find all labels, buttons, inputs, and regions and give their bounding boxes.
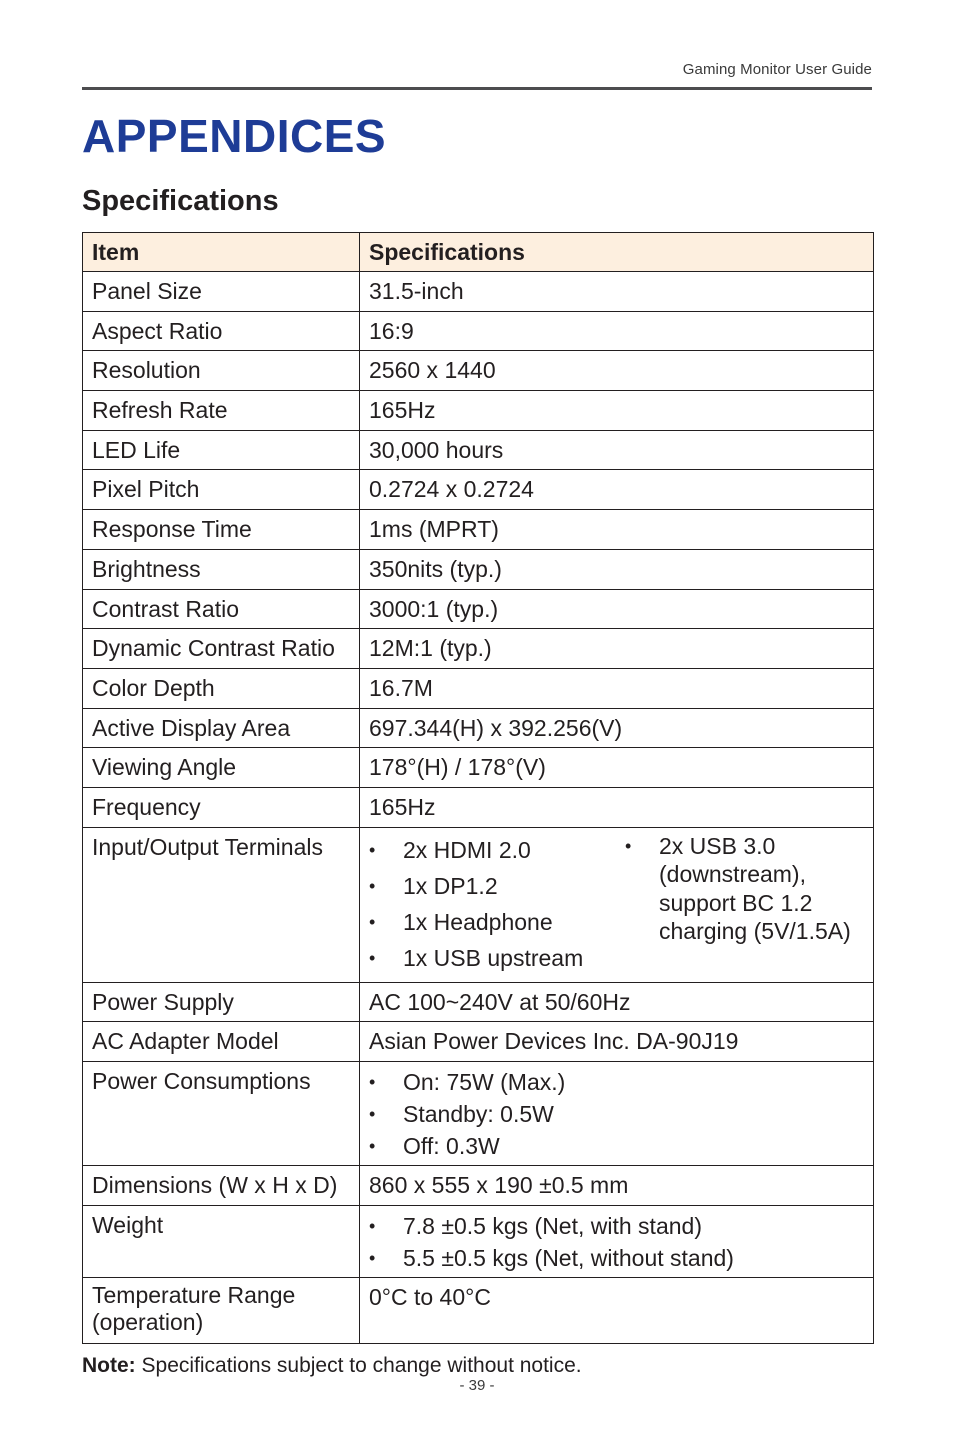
- list-item: • 1x USB upstream: [369, 940, 625, 976]
- list-item: • Standby: 0.5W: [369, 1098, 864, 1130]
- spec-cell: 178°(H) / 178°(V): [360, 748, 874, 788]
- list-item: • 1x DP1.2: [369, 868, 625, 904]
- table-row: [83, 629, 874, 669]
- item-cell: Brightness: [83, 549, 360, 589]
- weight-list: [369, 1210, 864, 1274]
- table-row: [83, 391, 874, 431]
- spec-cell: 12M:1 (typ.): [360, 629, 874, 669]
- header-rule: [82, 87, 872, 90]
- table-row-io-terminals: [83, 827, 874, 982]
- io-terminal-lists: [369, 832, 864, 976]
- page-number: - 39 -: [459, 1377, 495, 1394]
- table-row: [83, 787, 874, 827]
- table-row: [83, 708, 874, 748]
- table-row: [83, 1166, 874, 1206]
- spec-cell: 1ms (MPRT): [360, 510, 874, 550]
- item-cell: Pixel Pitch: [83, 470, 360, 510]
- page-title: APPENDICES: [82, 110, 387, 162]
- table-row: [83, 668, 874, 708]
- table-row: [83, 1022, 874, 1062]
- spec-cell: 165Hz: [360, 787, 874, 827]
- spec-cell: 2560 x 1440: [360, 351, 874, 391]
- note-label: Note:: [82, 1354, 136, 1377]
- spec-cell: 350nits (typ.): [360, 549, 874, 589]
- table-row: [83, 311, 874, 351]
- table-row-temperature: [83, 1277, 874, 1343]
- table-row-power-consumption: [83, 1062, 874, 1166]
- item-cell: AC Adapter Model: [83, 1022, 360, 1062]
- item-cell: Dynamic Contrast Ratio: [83, 629, 360, 669]
- table-row: [83, 589, 874, 629]
- table-row: [83, 272, 874, 312]
- item-cell: Contrast Ratio: [83, 589, 360, 629]
- table-row: [83, 549, 874, 589]
- item-cell: Weight: [83, 1205, 360, 1277]
- list-item: • 2x USB 3.0 (downstream), support BC 1.2 charging (5V/1.5A): [625, 832, 864, 946]
- spec-cell: 3000:1 (typ.): [360, 589, 874, 629]
- item-cell: Response Time: [83, 510, 360, 550]
- consumption-list: [369, 1066, 864, 1162]
- spec-cell: Asian Power Devices Inc. DA-90J19: [360, 1022, 874, 1062]
- item-cell: Power Consumptions: [83, 1062, 360, 1166]
- io-list-right: [625, 832, 864, 976]
- column-header-item: Item: [83, 233, 360, 272]
- item-cell: Dimensions (W x H x D): [83, 1166, 360, 1206]
- table-header-row: [83, 233, 874, 272]
- table-row: [83, 748, 874, 788]
- spec-cell: 697.344(H) x 392.256(V): [360, 708, 874, 748]
- spec-cell: 0.2724 x 0.2724: [360, 470, 874, 510]
- spec-cell: 16:9: [360, 311, 874, 351]
- note-text: Specifications subject to change without notice.: [135, 1354, 582, 1377]
- spec-cell: 31.5-inch: [360, 272, 874, 312]
- table-row: [83, 470, 874, 510]
- spec-cell: [360, 1205, 874, 1277]
- item-cell: Viewing Angle: [83, 748, 360, 788]
- spec-cell: 0°C to 40°C: [360, 1277, 874, 1343]
- table-row: [83, 510, 874, 550]
- spec-cell: 30,000 hours: [360, 430, 874, 470]
- item-cell: Active Display Area: [83, 708, 360, 748]
- item-cell: Panel Size: [83, 272, 360, 312]
- spec-cell: 16.7M: [360, 668, 874, 708]
- item-cell: Refresh Rate: [83, 391, 360, 431]
- item-cell: [83, 1277, 360, 1343]
- item-cell: LED Life: [83, 430, 360, 470]
- list-item: • 5.5 ±0.5 kgs (Net, without stand): [369, 1242, 864, 1274]
- item-cell: Input/Output Terminals: [83, 827, 360, 982]
- item-label-line: (operation): [92, 1308, 204, 1335]
- item-cell: Power Supply: [83, 982, 360, 1022]
- item-cell: Resolution: [83, 351, 360, 391]
- io-list-left: [369, 832, 625, 976]
- spec-cell: [360, 1062, 874, 1166]
- list-item: • On: 75W (Max.): [369, 1066, 864, 1098]
- list-item: • 2x HDMI 2.0: [369, 832, 625, 868]
- table-row: [83, 351, 874, 391]
- item-label-line: Temperature Range: [92, 1281, 296, 1308]
- list-item: • 7.8 ±0.5 kgs (Net, with stand): [369, 1210, 864, 1242]
- item-cell: Color Depth: [83, 668, 360, 708]
- list-item: • Off: 0.3W: [369, 1130, 864, 1162]
- table-row: [83, 982, 874, 1022]
- item-cell: Frequency: [83, 787, 360, 827]
- spec-cell: [360, 827, 874, 982]
- running-header: Gaming Monitor User Guide: [682, 61, 872, 78]
- table-row-weight: [83, 1205, 874, 1277]
- column-header-specifications: Specifications: [360, 233, 874, 272]
- item-cell: Aspect Ratio: [83, 311, 360, 351]
- spec-cell: AC 100~240V at 50/60Hz: [360, 982, 874, 1022]
- specifications-table: [82, 232, 874, 1344]
- list-item: • 1x Headphone: [369, 904, 625, 940]
- spec-cell: 165Hz: [360, 391, 874, 431]
- footnote: [82, 1352, 582, 1380]
- spec-cell: 860 x 555 x 190 ±0.5 mm: [360, 1166, 874, 1206]
- table-row: [83, 430, 874, 470]
- section-title: Specifications: [82, 185, 279, 217]
